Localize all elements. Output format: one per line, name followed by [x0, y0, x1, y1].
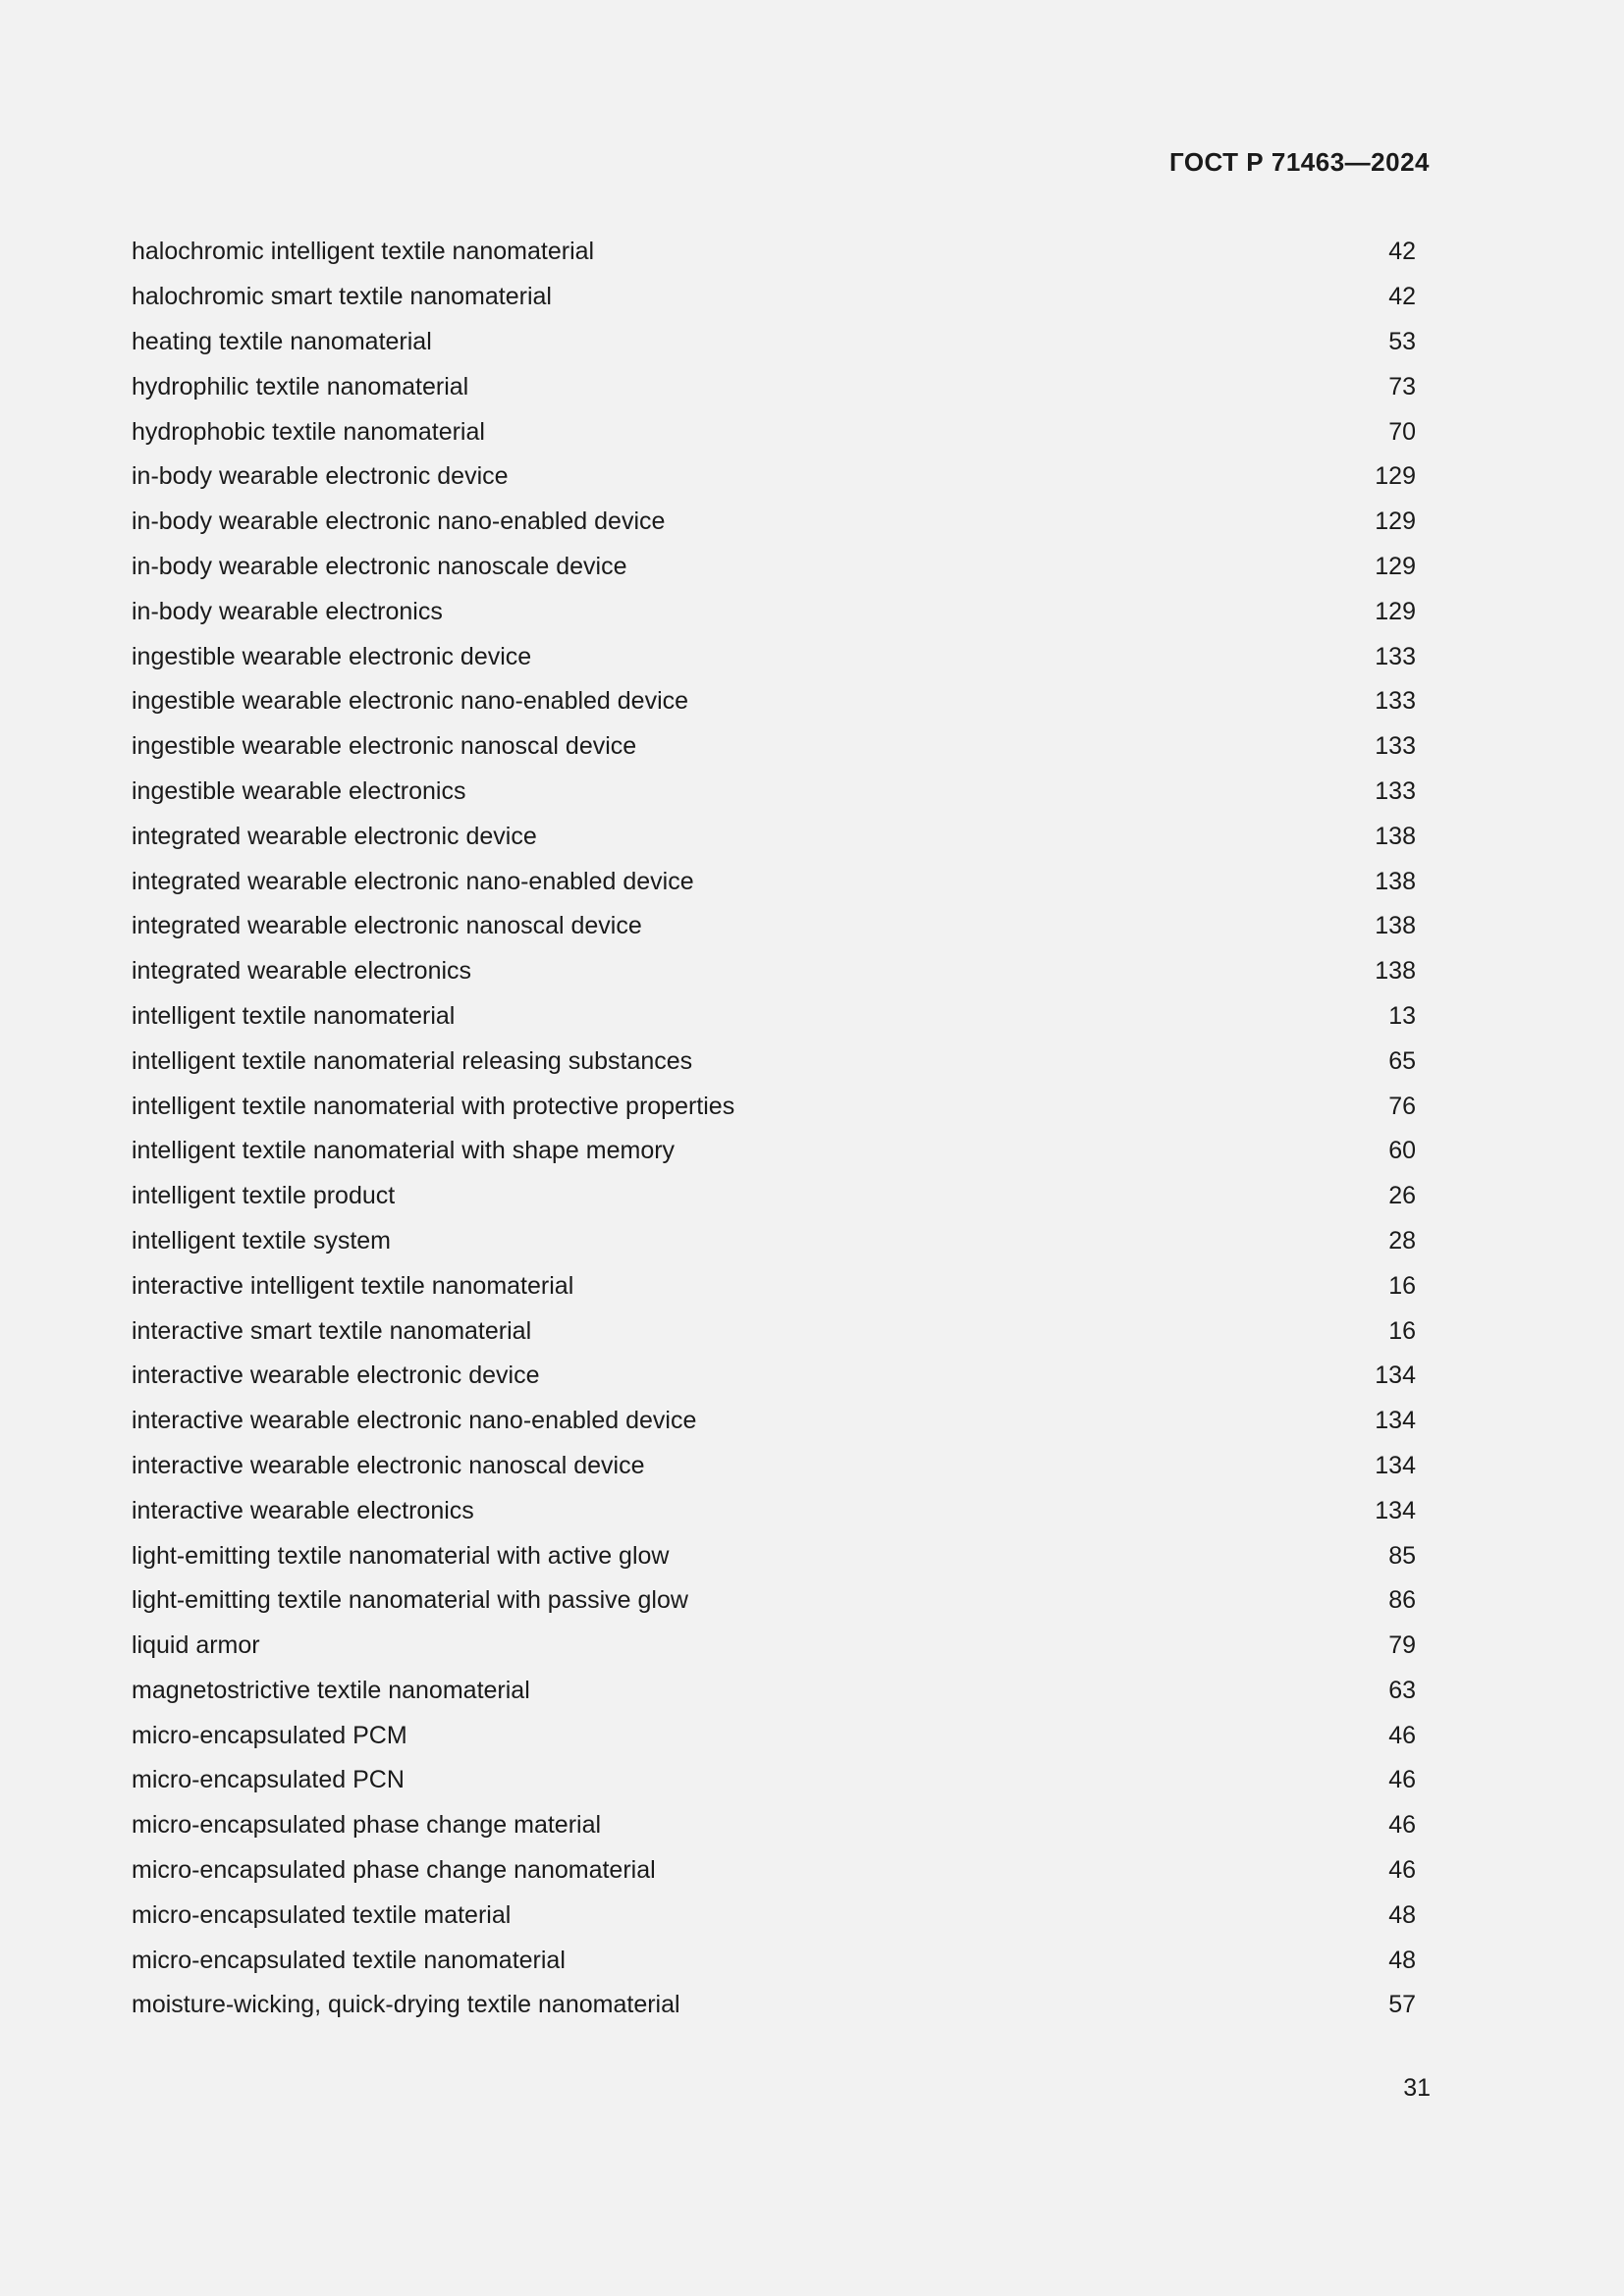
index-term-number: 48	[1388, 1946, 1416, 1974]
index-term-number: 134	[1375, 1451, 1416, 1479]
index-term-number: 138	[1375, 867, 1416, 895]
index-term: interactive wearable electronic device	[132, 1362, 540, 1390]
index-entry	[132, 1758, 1416, 1803]
index-term-number: 133	[1375, 732, 1416, 761]
index-entry	[132, 1354, 1416, 1399]
index-term: ingestible wearable electronic nano-enabled device	[132, 687, 689, 716]
index-entry	[132, 500, 1416, 545]
index-entry	[132, 1938, 1416, 1983]
index-entry	[132, 1444, 1416, 1489]
index-term-number: 76	[1388, 1092, 1416, 1120]
index-entry	[132, 364, 1416, 409]
index-term-number: 42	[1388, 238, 1416, 266]
index-term: light-emitting textile nanomaterial with passive glow	[132, 1586, 688, 1615]
index-term-number: 138	[1375, 957, 1416, 986]
index-term-number: 134	[1375, 1407, 1416, 1435]
index-term: in-body wearable electronic nano-enabled device	[132, 507, 666, 536]
index-term-number: 46	[1388, 1811, 1416, 1840]
index-entry	[132, 1533, 1416, 1578]
index-term-number: 129	[1375, 552, 1416, 580]
index-term: micro-encapsulated phase change material	[132, 1811, 602, 1840]
index-entry	[132, 724, 1416, 770]
index-entry	[132, 320, 1416, 365]
index-term: interactive wearable electronics	[132, 1496, 474, 1524]
index-term-number: 129	[1375, 507, 1416, 536]
index-term-number: 138	[1375, 822, 1416, 850]
index-term-number: 16	[1388, 1316, 1416, 1345]
index-entry	[132, 634, 1416, 679]
index-entry	[132, 545, 1416, 590]
index-term-number: 46	[1388, 1766, 1416, 1794]
index-term: intelligent textile product	[132, 1182, 396, 1210]
index-term: intelligent textile nanomaterial with protective properties	[132, 1092, 735, 1120]
index-term: heating textile nanomaterial	[132, 327, 432, 355]
index-term-number: 28	[1388, 1226, 1416, 1255]
index-term: integrated wearable electronic nanoscal device	[132, 912, 642, 940]
index-term: in-body wearable electronic device	[132, 462, 509, 491]
index-entry	[132, 1713, 1416, 1758]
index-term: micro-encapsulated textile material	[132, 1900, 512, 1929]
index-term-number: 16	[1388, 1271, 1416, 1300]
index-entry	[132, 1803, 1416, 1848]
index-entry	[132, 994, 1416, 1040]
index-term-number: 133	[1375, 687, 1416, 716]
index-term: hydrophilic textile nanomaterial	[132, 372, 469, 400]
index-term-number: 46	[1388, 1856, 1416, 1885]
index-term-number: 53	[1388, 327, 1416, 355]
index-entry	[132, 230, 1416, 275]
document-code: ГОСТ Р 71463—2024	[1168, 147, 1430, 177]
index-term: micro-encapsulated phase change nanomaterial	[132, 1856, 656, 1885]
index-entry	[132, 1669, 1416, 1714]
index-entry	[132, 589, 1416, 634]
index-term: micro-encapsulated textile nanomaterial	[132, 1946, 566, 1974]
index-term: interactive wearable electronic nanoscal device	[132, 1451, 645, 1479]
page-number: 31	[1403, 2074, 1431, 2102]
term-index-list	[132, 230, 1416, 2028]
index-entry	[132, 1893, 1416, 1938]
index-entry	[132, 1084, 1416, 1129]
index-term-number: 60	[1388, 1137, 1416, 1165]
index-term-number: 57	[1388, 1991, 1416, 2019]
index-term: interactive wearable electronic nano-enabled device	[132, 1407, 697, 1435]
index-term: in-body wearable electronics	[132, 597, 443, 625]
index-entry	[132, 1983, 1416, 2028]
index-entry	[132, 1848, 1416, 1894]
index-term-number: 42	[1388, 283, 1416, 311]
index-term: integrated wearable electronic device	[132, 822, 537, 850]
index-term: hydrophobic textile nanomaterial	[132, 417, 485, 446]
index-entry	[132, 409, 1416, 454]
index-entry	[132, 949, 1416, 994]
index-term: halochromic intelligent textile nanomaterial	[132, 238, 595, 266]
index-term-number: 79	[1388, 1631, 1416, 1660]
index-term-number: 85	[1388, 1541, 1416, 1570]
index-term: ingestible wearable electronics	[132, 776, 466, 805]
index-term-number: 73	[1388, 372, 1416, 400]
index-term: integrated wearable electronics	[132, 957, 472, 986]
index-entry	[132, 1578, 1416, 1624]
index-term: micro-encapsulated PCN	[132, 1766, 405, 1794]
index-term: intelligent textile nanomaterial	[132, 1001, 456, 1030]
index-entry	[132, 1308, 1416, 1354]
index-entry	[132, 679, 1416, 724]
index-term-number: 65	[1388, 1046, 1416, 1075]
index-term-number: 70	[1388, 417, 1416, 446]
index-entry	[132, 1039, 1416, 1084]
index-term-number: 13	[1388, 1001, 1416, 1030]
index-term: integrated wearable electronic nano-enabled device	[132, 867, 694, 895]
index-term: ingestible wearable electronic device	[132, 642, 532, 670]
index-term-number: 63	[1388, 1676, 1416, 1704]
index-term-number: 133	[1375, 642, 1416, 670]
index-term: interactive smart textile nanomaterial	[132, 1316, 532, 1345]
index-term-number: 129	[1375, 597, 1416, 625]
index-term: moisture-wicking, quick-drying textile nanomaterial	[132, 1991, 680, 2019]
index-term: liquid armor	[132, 1631, 260, 1660]
index-entry	[132, 1263, 1416, 1308]
index-term-number: 129	[1375, 462, 1416, 491]
index-term: interactive intelligent textile nanomaterial	[132, 1271, 574, 1300]
index-entry	[132, 1624, 1416, 1669]
index-entry	[132, 1219, 1416, 1264]
index-term: halochromic smart textile nanomaterial	[132, 283, 552, 311]
index-term: in-body wearable electronic nanoscale device	[132, 552, 627, 580]
index-term-number: 46	[1388, 1721, 1416, 1749]
index-entry	[132, 1399, 1416, 1444]
index-entry	[132, 770, 1416, 815]
index-term-number: 48	[1388, 1900, 1416, 1929]
index-entry	[132, 1129, 1416, 1174]
index-term: light-emitting textile nanomaterial with active glow	[132, 1541, 670, 1570]
index-term-number: 134	[1375, 1496, 1416, 1524]
index-term: micro-encapsulated PCM	[132, 1721, 407, 1749]
index-entry	[132, 454, 1416, 500]
index-term-number: 138	[1375, 912, 1416, 940]
index-term-number: 26	[1388, 1182, 1416, 1210]
index-term-number: 133	[1375, 776, 1416, 805]
index-term: intelligent textile system	[132, 1226, 392, 1255]
index-term: intelligent textile nanomaterial with shape memory	[132, 1137, 676, 1165]
index-entry	[132, 1174, 1416, 1219]
index-term: ingestible wearable electronic nanoscal device	[132, 732, 637, 761]
index-term-number: 134	[1375, 1362, 1416, 1390]
index-term: magnetostrictive textile nanomaterial	[132, 1676, 530, 1704]
index-entry	[132, 904, 1416, 949]
index-entry	[132, 814, 1416, 859]
index-term-number: 86	[1388, 1586, 1416, 1615]
index-entry	[132, 1488, 1416, 1533]
index-term: intelligent textile nanomaterial releasing substances	[132, 1046, 693, 1075]
index-entry	[132, 275, 1416, 320]
index-entry	[132, 859, 1416, 904]
